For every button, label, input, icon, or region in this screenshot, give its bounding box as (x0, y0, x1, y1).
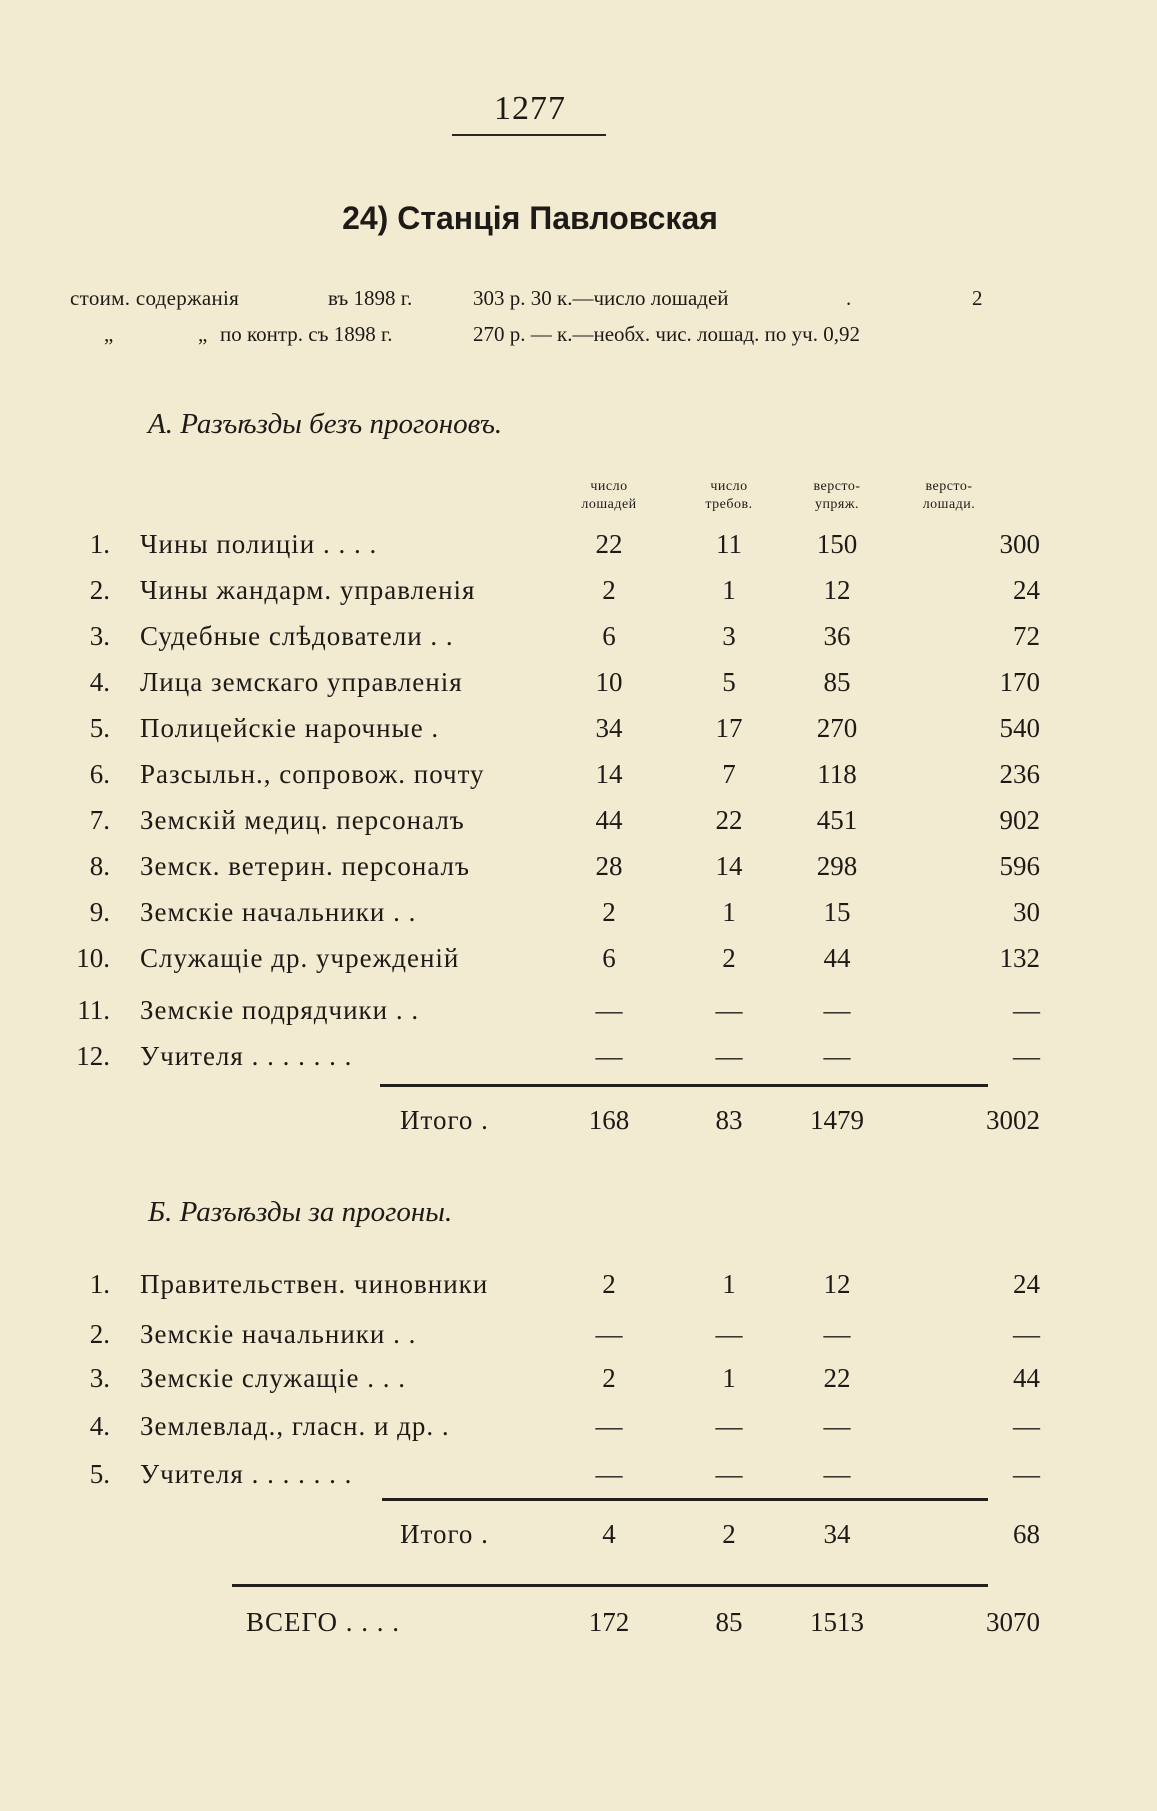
section-a-total-row: Итого . 168 83 1479 3002 (400, 1105, 1040, 1135)
info-line-cost (70, 286, 990, 316)
table-row: 5. Учителя . . . . . . . — — — — (89, 1459, 1040, 1489)
table-row: 3. Земскіе служащіе . . . 2 1 22 44 (89, 1363, 1040, 1393)
table-row: 10. Служащіе др. учрежденій 6 2 44 132 (76, 943, 1040, 973)
info-cost-amount: 303 р. 30 к.—число лошадей (473, 286, 729, 310)
grand-total-row: ВСЕГО . . . . 172 85 1513 3070 (246, 1607, 1040, 1637)
column-header-horses: число лошадей (581, 479, 637, 512)
column-header-requests: число требов. (705, 479, 753, 512)
info-cost-dots: . (846, 286, 852, 310)
table-row: 6. Разсыльн., сопровож. почту 14 7 118 236 (89, 759, 1040, 789)
table-row: 1. Правительствен. чиновники 2 1 12 24 (89, 1269, 1040, 1299)
station-title: 24) Станція Павловская (342, 200, 718, 236)
info-contract-year: по контр. съ 1898 г. (220, 322, 393, 346)
table-row: 3. Судебные слѣдователи . . 6 3 36 72 (89, 621, 1040, 651)
page-number: 1277 (494, 90, 566, 127)
column-header-verst-horses: версто- лошади. (922, 479, 976, 512)
table-row: 5. Полицейскіе нарочные . 34 17 270 540 (89, 713, 1040, 743)
table-row: 8. Земск. ветерин. персоналъ 28 14 298 596 (89, 851, 1040, 881)
table-row: 4. Лица земскаго управленія 10 5 85 170 (89, 667, 1040, 697)
info-contract-amount: 270 р. — к.—необх. чис. лошад. по уч. 0,92 (473, 322, 860, 346)
section-a-title: А. Разъѣзды безъ прогоновъ. (148, 408, 503, 440)
section-b-title: Б. Разъѣзды за прогоны. (148, 1196, 453, 1228)
section-a-total-rule (380, 1084, 988, 1087)
info-ditto-mark-1: „ (104, 322, 114, 346)
table-row: 11. Земскіе подрядчики . . — — — — (77, 995, 1040, 1025)
table-row: 9. Земскіе начальники . . 2 1 15 30 (89, 897, 1040, 927)
table-row: 4. Землевлад., гласн. и др. . — — — — (89, 1411, 1040, 1441)
info-line-contract (70, 322, 990, 352)
table-row: 1. Чины полиціи . . . . 22 11 150 300 (89, 529, 1040, 559)
section-b-total-row: Итого . 4 2 34 68 (400, 1519, 1040, 1549)
info-cost-label: стоим. содержанія (70, 286, 240, 310)
grand-total-rule (232, 1584, 988, 1587)
info-cost-year: въ 1898 г. (328, 286, 413, 310)
column-header-verst-teams: версто- упряж. (813, 479, 861, 512)
table-row: 7. Земскій медиц. персоналъ 44 22 451 902 (89, 805, 1040, 835)
table-row: 2. Чины жандарм. управленія 2 1 12 24 (89, 575, 1040, 605)
info-horses-value: 2 (972, 286, 983, 310)
info-ditto-mark-2: „ (198, 322, 208, 346)
section-b-total-rule (382, 1498, 988, 1501)
table-row: 2. Земскіе начальники . . — — — — (89, 1319, 1040, 1349)
table-row: 12. Учителя . . . . . . . — — — — (76, 1041, 1040, 1071)
page-number-underline (452, 134, 606, 136)
